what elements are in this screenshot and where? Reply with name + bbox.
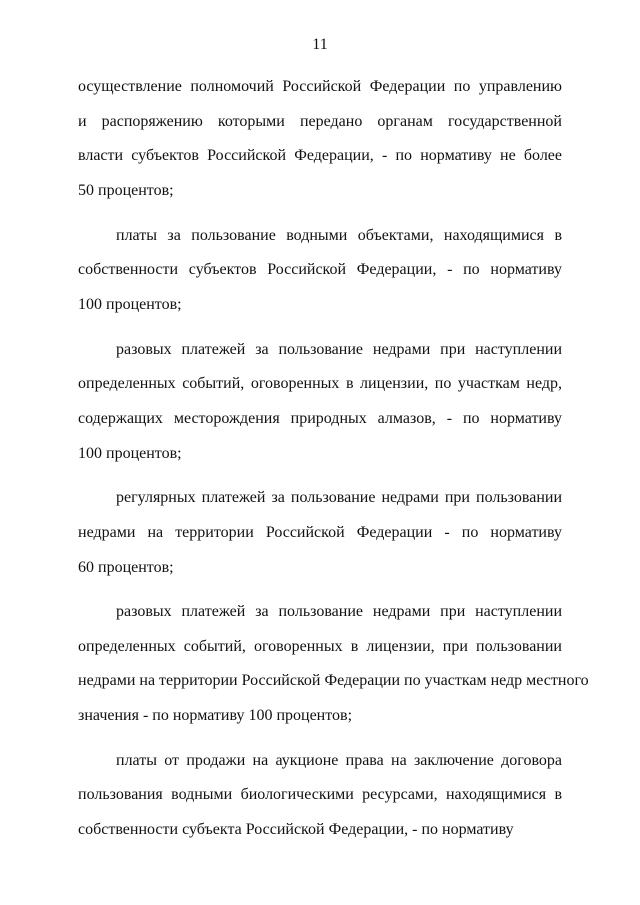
text-line: власти субъектов Российской Федерации, - по нормативу не более: [78, 147, 562, 165]
text-line: определенных событий, оговоренных в лицензии, при пользовании: [78, 637, 562, 655]
text-line: недрами на территории Российской Федерации - по нормативу: [78, 523, 562, 541]
text-line: содержащих месторождения природных алмазов, - по нормативу: [78, 409, 562, 427]
paragraph: [78, 219, 562, 323]
text-line: 50 процентов;: [78, 182, 174, 200]
text-line: пользования водными биологическими ресурсами, находящимися в: [78, 786, 562, 804]
text-line: разовых платежей за пользование недрами при наступлении: [116, 603, 562, 621]
paragraph: [78, 333, 562, 472]
text-line: осуществление полномочий Российской Федерации по управлению: [78, 78, 562, 95]
text-line: разовых платежей за пользование недрами при наступлении: [116, 340, 562, 358]
paragraph: [78, 595, 589, 734]
text-line: регулярных платежей за пользование недрами при пользовании: [116, 489, 562, 507]
text-line: 60 процентов;: [78, 558, 174, 576]
paragraph: [78, 744, 562, 848]
text-line: и распоряжению которыми передано органам государственной: [78, 112, 562, 130]
text-line: собственности субъекта Российской Федерации, - по нормативу: [78, 821, 514, 839]
document-body: [78, 70, 589, 858]
page-number: 11: [312, 36, 328, 53]
text-line: платы за пользование водными объектами, находящимися в: [116, 226, 562, 244]
paragraph: [78, 481, 562, 585]
text-line: значения - по нормативу 100 процентов;: [78, 707, 353, 725]
text-line: платы от продажи на аукционе права на заключение договора: [116, 751, 562, 769]
text-line: 100 процентов;: [78, 444, 182, 462]
text-line: собственности субъектов Российской Федерации, - по нормативу: [78, 261, 562, 279]
text-line: 100 процентов;: [78, 296, 182, 314]
paragraph: [78, 70, 562, 209]
text-line: недрами на территории Российской Федерации по участкам недр местного: [78, 672, 589, 690]
text-line: определенных событий, оговоренных в лицензии, по участкам недр,: [78, 375, 562, 393]
